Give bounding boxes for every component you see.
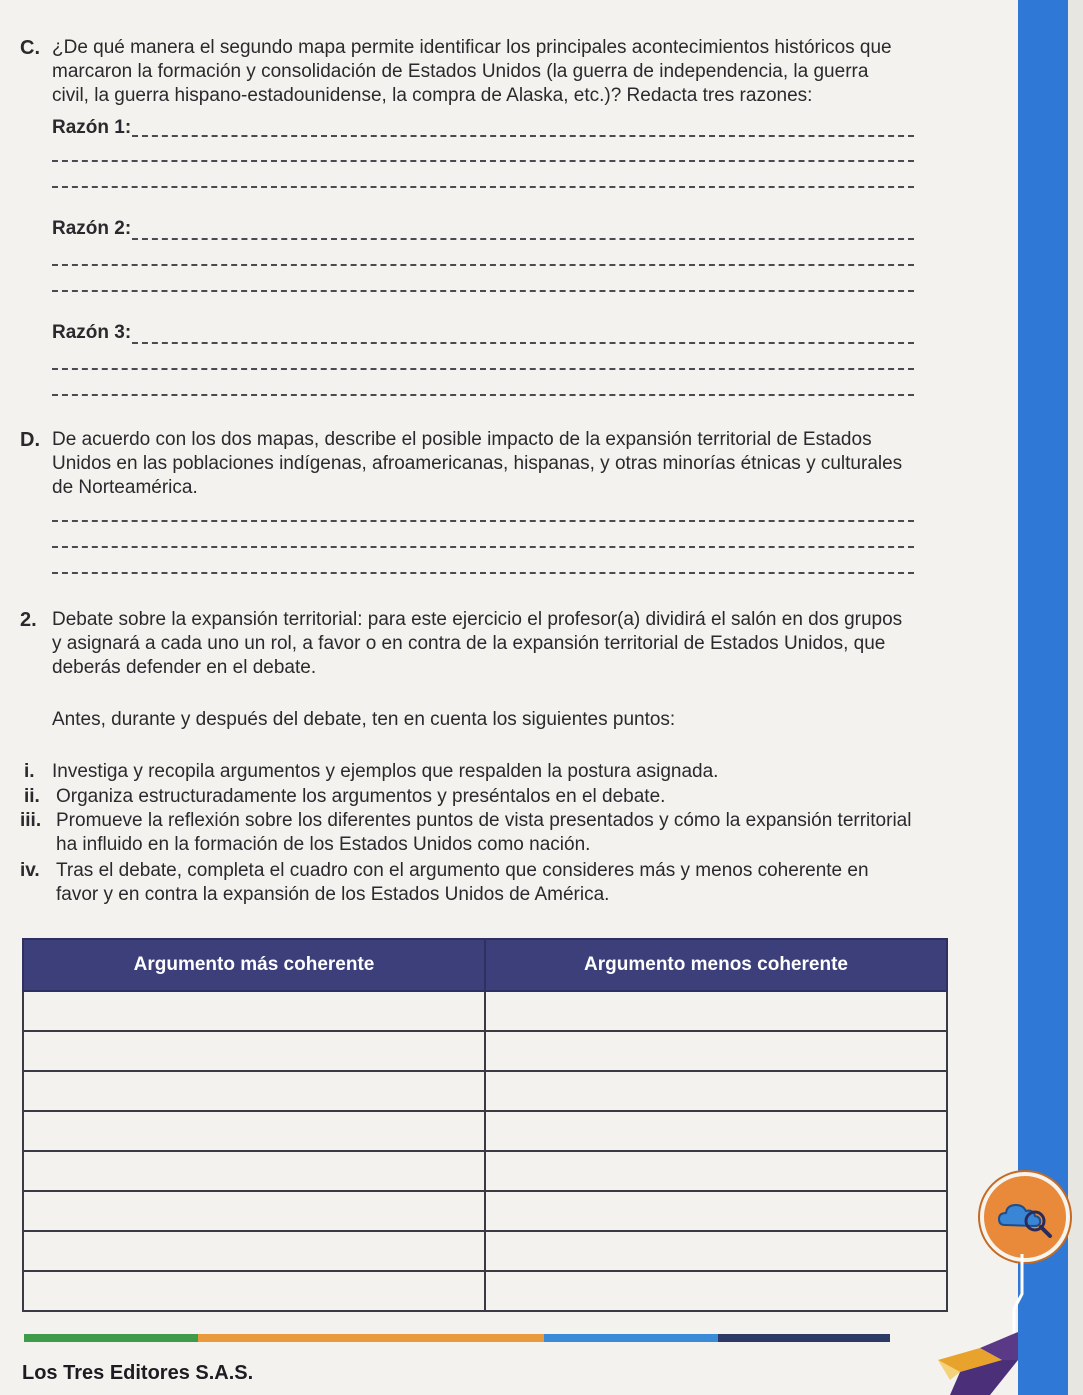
reason-2-answer-line[interactable] [52,290,914,292]
table-cell[interactable] [485,1031,947,1071]
point-number: ii. [24,786,40,807]
question-d-answer-line[interactable] [52,520,914,522]
activity-2-number: 2. [20,609,37,631]
question-d-line-1: De acuerdo con los dos mapas, describe el posible impacto de la expansión territorial de Estados [52,429,872,450]
question-d-answer-line[interactable] [52,572,914,574]
table-cell[interactable] [23,1071,485,1111]
column-header-most-coherent: Argumento más coherente [23,939,485,991]
question-c [20,36,892,108]
point-text: ha influido en la formación de los Estados Unidos como nación. [56,834,591,855]
point-text: Tras el debate, completa el cuadro con el argumento que consideres más y menos coherente en [56,860,869,881]
argument-table [22,938,948,1312]
point-number: i. [24,761,35,782]
activity-2-line-1: Debate sobre la expansión territorial: para este ejercicio el profesor(a) dividirá el salón en dos grupos [52,609,903,630]
point-i [24,760,719,784]
point-text: Promueve la reflexión sobre los diferentes puntos de vista presentados y cómo la expansión territorial [56,810,912,831]
table-cell[interactable] [485,1231,947,1271]
pencil-icon [930,1320,1020,1395]
table-cell[interactable] [23,991,485,1031]
activity-2 [20,608,903,680]
point-iv [20,859,869,907]
question-d-line-2: Unidos en las poblaciones indígenas, afroamericanas, hispanas, y otras minorías étnicas y culturales [52,453,903,474]
point-iii [20,809,912,857]
table-cell[interactable] [23,1151,485,1191]
point-text: favor y en contra la expansión de los Estados Unidos de América. [56,884,610,905]
question-d-answer-line[interactable] [52,546,914,548]
point-ii [24,785,666,809]
table-row [23,1031,947,1071]
activity-2-line-2: y asignará a cada uno un rol, a favor o en contra de la expansión territorial de Estados Unidos, que [52,633,886,654]
table-cell[interactable] [485,1271,947,1311]
side-margin [1068,0,1083,1395]
table-row [23,1111,947,1151]
table-row [23,991,947,1031]
reason-2-label: Razón 2: [52,218,132,239]
reason-1-answer-line[interactable] [52,160,914,162]
table-cell[interactable] [23,1031,485,1071]
reason-3-answer-line[interactable] [132,342,914,344]
publisher-name: Los Tres Editores S.A.S. [22,1362,254,1384]
footer-bar-orange [198,1334,544,1342]
point-number: iv. [20,860,40,881]
column-header-least-coherent: Argumento menos coherente [485,939,947,991]
table-row [23,1071,947,1111]
table-cell[interactable] [485,1151,947,1191]
point-text: Organiza estructuradamente los argumentos y preséntalos en el debate. [56,786,666,807]
question-d [20,428,903,500]
table-cell[interactable] [485,991,947,1031]
question-d-letter: D. [20,429,40,451]
point-number: iii. [20,810,42,831]
reason-1-answer-line[interactable] [132,135,914,137]
question-c-letter: C. [20,37,40,59]
point-text: Investiga y recopila argumentos y ejemplos que respalden la postura asignada. [52,761,719,782]
question-c-line-3: civil, la guerra hispano-estadounidense, la compra de Alaska, etc.)? Redacta tres razones: [52,85,813,106]
table-cell[interactable] [485,1071,947,1111]
reason-3-label: Razón 3: [52,322,132,343]
table-cell[interactable] [485,1111,947,1151]
table-row [23,1151,947,1191]
table-row [23,1231,947,1271]
cloud-magnifier-icon [980,1172,1070,1262]
reason-2-answer-line[interactable] [52,264,914,266]
question-c-line-2: marcaron la formación y consolidación de Estados Unidos (la guerra de independencia, la guerra [52,61,869,82]
reason-3-answer-line[interactable] [52,394,914,396]
reason-1-label: Razón 1: [52,117,132,138]
table-cell[interactable] [23,1111,485,1151]
table-row [23,1271,947,1311]
question-c-line-1: ¿De qué manera el segundo mapa permite identificar los principales acontecimientos históricos que [52,37,892,58]
reason-3-answer-line[interactable] [52,368,914,370]
footer-bar-navy [718,1334,890,1342]
table-row [23,1191,947,1231]
table-cell[interactable] [23,1271,485,1311]
reason-2-answer-line[interactable] [132,238,914,240]
question-d-line-3: de Norteamérica. [52,477,198,498]
footer-bar-blue [544,1334,718,1342]
table-cell[interactable] [23,1231,485,1271]
table-cell[interactable] [485,1191,947,1231]
reason-1-answer-line[interactable] [52,186,914,188]
table-cell[interactable] [23,1191,485,1231]
activity-2-line-3: deberás defender en el debate. [52,657,317,678]
footer-bar-green [24,1334,198,1342]
activity-2-intro: Antes, durante y después del debate, ten en cuenta los siguientes puntos: [52,709,676,730]
